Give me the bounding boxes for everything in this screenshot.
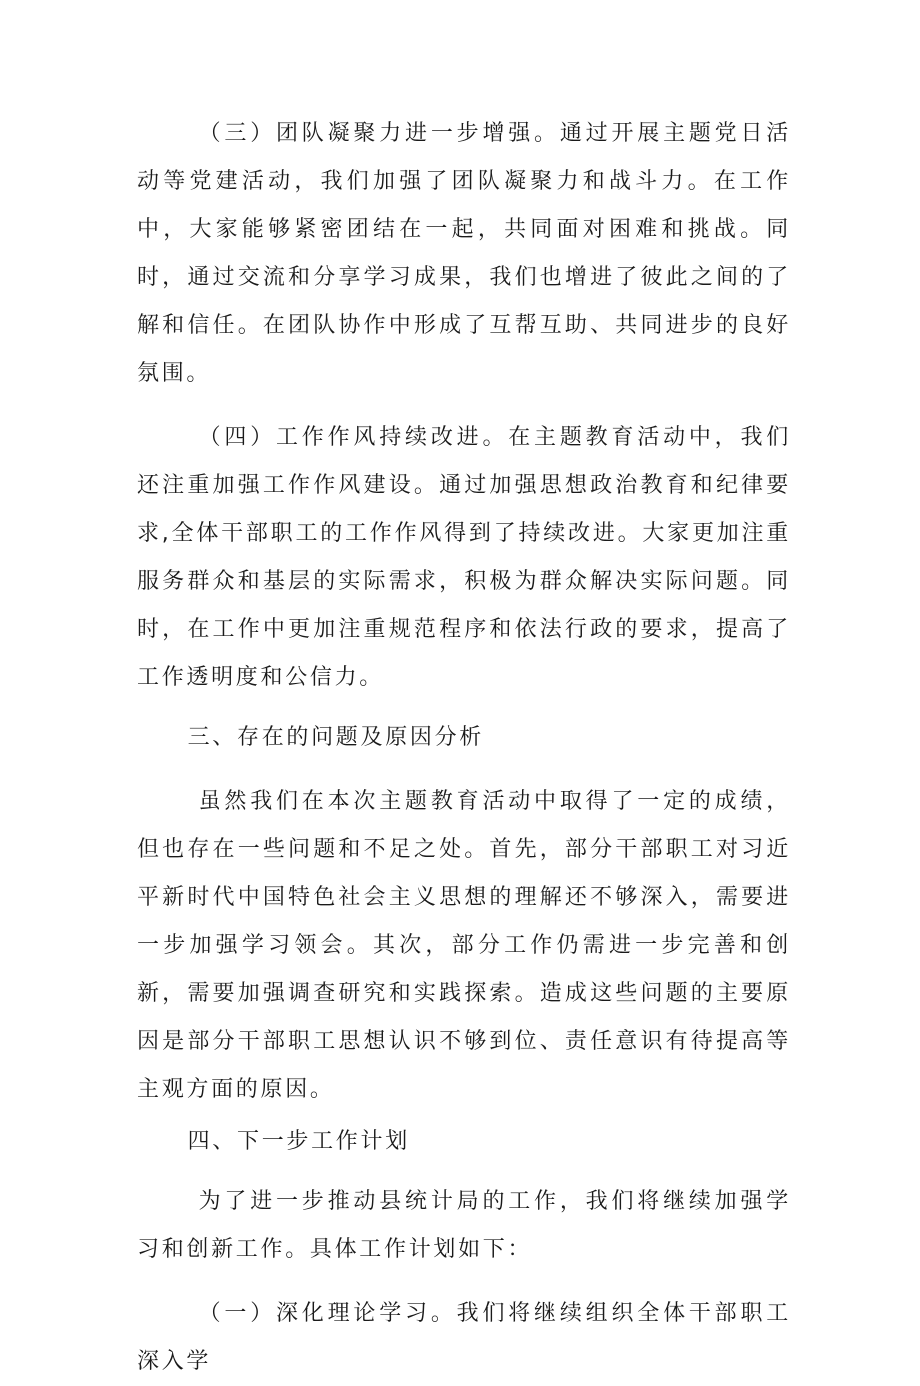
paragraph-problems-analysis: 虽然我们在本次主题教育活动中取得了一定的成绩，但也存在一些问题和不足之处。首先，部分干部职工对习近平新时代中国特色社会主义思想的理解还不够深入，需要进一步加强学习领会。其次，部分工作仍需进一步完善和创新，需要加强调查研究和实践探索。造成这些问题的主要原因是部分干部职工思想认识不够到位、责任意识有待提高等主观方面的原因。 [137,789,791,1102]
paragraph-team-cohesion: （三）团队凝聚力进一步增强。通过开展主题党日活动等党建活动，我们加强了团队凝聚力和战斗力。在工作中，大家能够紧密团结在一起，共同面对困难和挑战。同时，通过交流和分享学习成果，我们也增进了彼此之间的了解和信任。在团队协作中形成了互帮互助、共同进步的良好氛围。 [137,121,791,386]
paragraph-theory-study: （一）深化理论学习。我们将继续组织全体干部职工深入学 [137,1301,791,1374]
document-body [137,110,791,1386]
paragraph-work-style: （四）工作作风持续改进。在主题教育活动中，我们还注重加强工作作风建设。通过加强思想政治教育和纪律要求,全体干部职工的工作作风得到了持续改进。大家更加注重服务群众和基层的实际需求，积极为群众解决实际问题。同时，在工作中更加注重规范程序和依法行政的要求，提高了工作透明度和公信力。 [137,425,791,690]
section-heading-problems: 三、存在的问题及原因分析 [187,725,484,750]
paragraph-plan-intro: 为了进一步推动县统计局的工作，我们将继续加强学习和创新工作。具体工作计划如下： [137,1189,791,1262]
section-heading-next-plan: 四、下一步工作计划 [187,1129,410,1154]
